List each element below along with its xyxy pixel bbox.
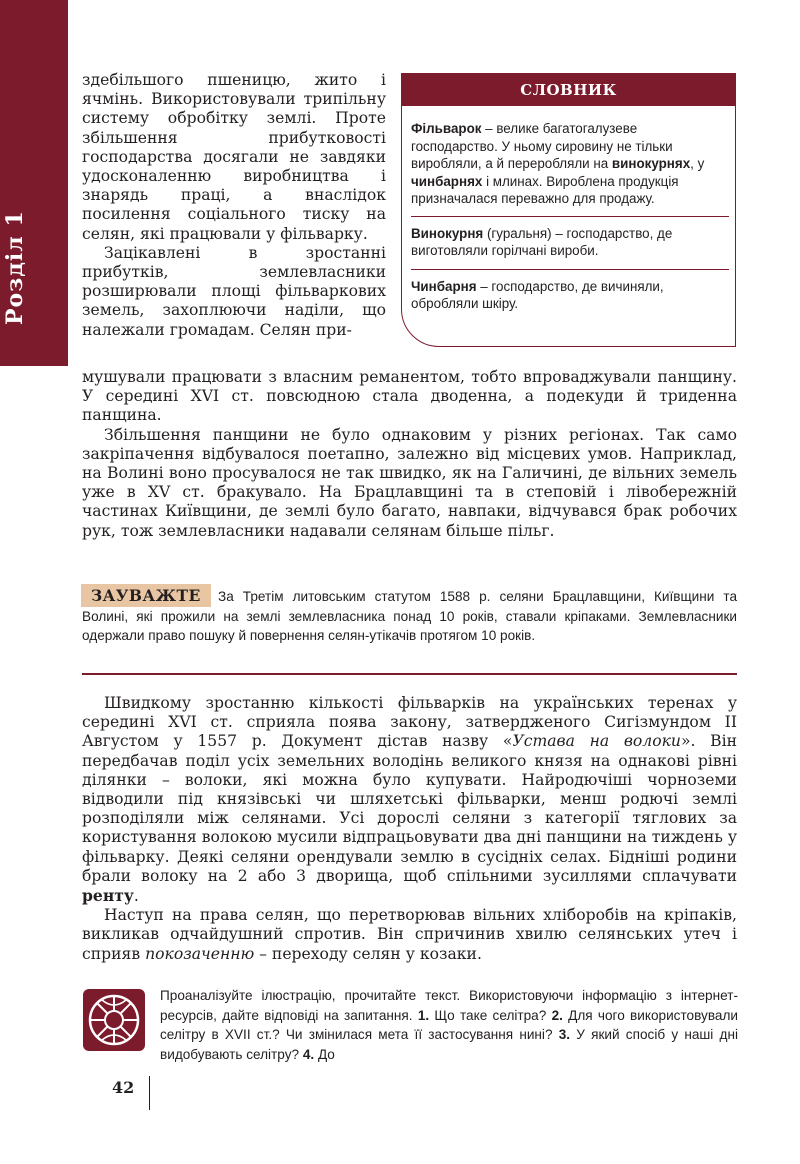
body-text-column-wide [82, 368, 737, 541]
paragraph: Наступ на права селян, що перетворював вільних хліборобів на кріпаків, викликав одчайдушний спротив. Він спричинив хвилю селянських утеч і сприяв покозаченню – переходу селян у козаки. [82, 906, 737, 963]
glossary-entry: Фільварок – велике багатогалузеве господарство. У ньому сировину не тільки виробляли, а й переробляли на винокурнях, у чинбарнях і млинах. Вироблена продукція призначалася переважно для продажу. [411, 121, 705, 206]
section-tab-label: Розділ 1 [2, 210, 28, 325]
glossary-entry: Винокурня (гуральня) – господарство, де виготовляли горілчані вироби. [411, 225, 673, 258]
glossary-box [401, 73, 736, 347]
paragraph: Швидкому зростанню кількості фільварків на українських теренах у середині XVI ст. сприяла поява закону, затвердженого Сигізмундом II Августом у 1557 р. Документ дістав назву «Устава на волоки». Він передбачав поділ усіх земельних володінь великого князя на однакові рівні ділянки – волоки, які можна було купувати. Найродючіші чорноземи відводили під князівські чи шляхетські фільварки, менш родючі землі розподіляли між селянами. Усі дорослі селяни з категорії тяглових за користування волокою мусили відпрацьовувати два дні панщини на тиждень у фільварку. Деякі селяни орендували землю в сусідніх селах. Бідніші родини брали волоку на 2 або 3 дворища, щоб спільними зусиллями сплачувати ренту. [82, 694, 738, 906]
page-number: 42 [112, 1078, 135, 1097]
section-divider [82, 673, 737, 675]
paragraph: Зацікавлені в зростанні прибутків, землевласники розширювали площі фільваркових земель, захоплюючи наділи, що належали громадам. Селян при- [82, 243, 386, 339]
note-text: За Третім литовським статутом 1588 р. селяни Брацлавщини, Київщини та Волині, які прожили на землі землевласника понад 10 років, ставали кріпаками. Землевласники одержали право пошуку й повернення селян-утікачів протягом 10 років. [82, 589, 737, 643]
glossary-title: СЛОВНИК [402, 74, 735, 106]
glossary-term: Чинбарня [411, 278, 477, 294]
glossary-term: Фільварок [411, 121, 482, 136]
body-text-column-wide [82, 694, 737, 964]
task-text: Проаналізуйте ілюстрацію, прочитайте текст. Використовуючи інформацію з інтернет-ресурсів, дайте відповіді на запитання. 1. Що таке селітра? 2. Для чого використовували селітру в XVII ст.? Чи змінилася мета її застосування нині? 3. У який спосіб у наші дні видобувають селітру? 4. До [160, 988, 738, 1062]
paragraph: мушували працювати з власним реманентом, тобто впроваджували панщину. У середині XVI ст. повсюдною стала дводенна, а подекуди й триденна панщина. [82, 368, 737, 425]
note-tag: ЗАУВАЖТЕ [81, 584, 211, 607]
paragraph: Збільшення панщини не було однаковим у різних регіонах. Так само закріпачення відбувалося поетапно, залежно від місцевих умов. Наприклад, на Волині воно просувалося не так швидко, як на Галичині, де вільних земель уже в XV ст. бракувало. На Брацлавщині та в степовій і лівобережній частинах Київщини, де землі було багато, навпаки, відчувався брак робочих рук, тож землевласники надавали селянам більше пільг. [82, 425, 737, 540]
glossary-entry: Чинбарня – господарство, де вичиняли, обробляли шкіру. [411, 278, 664, 311]
paragraph: здебільшого пшеницю, жито і ячмінь. Використовували трипільну систему обробітку землі. Проте збільшення прибутковості господарства досягали не завдяки удосконаленню виробництва і знарядь праці, а внаслідок посилення соціального тиску на селян, які працювали у фільварку. [82, 71, 386, 243]
glossary-term: Винокурня [411, 225, 484, 241]
task-emblem-icon [82, 988, 146, 1052]
body-text-column-narrow [82, 71, 386, 340]
page-number-divider [149, 1076, 150, 1110]
